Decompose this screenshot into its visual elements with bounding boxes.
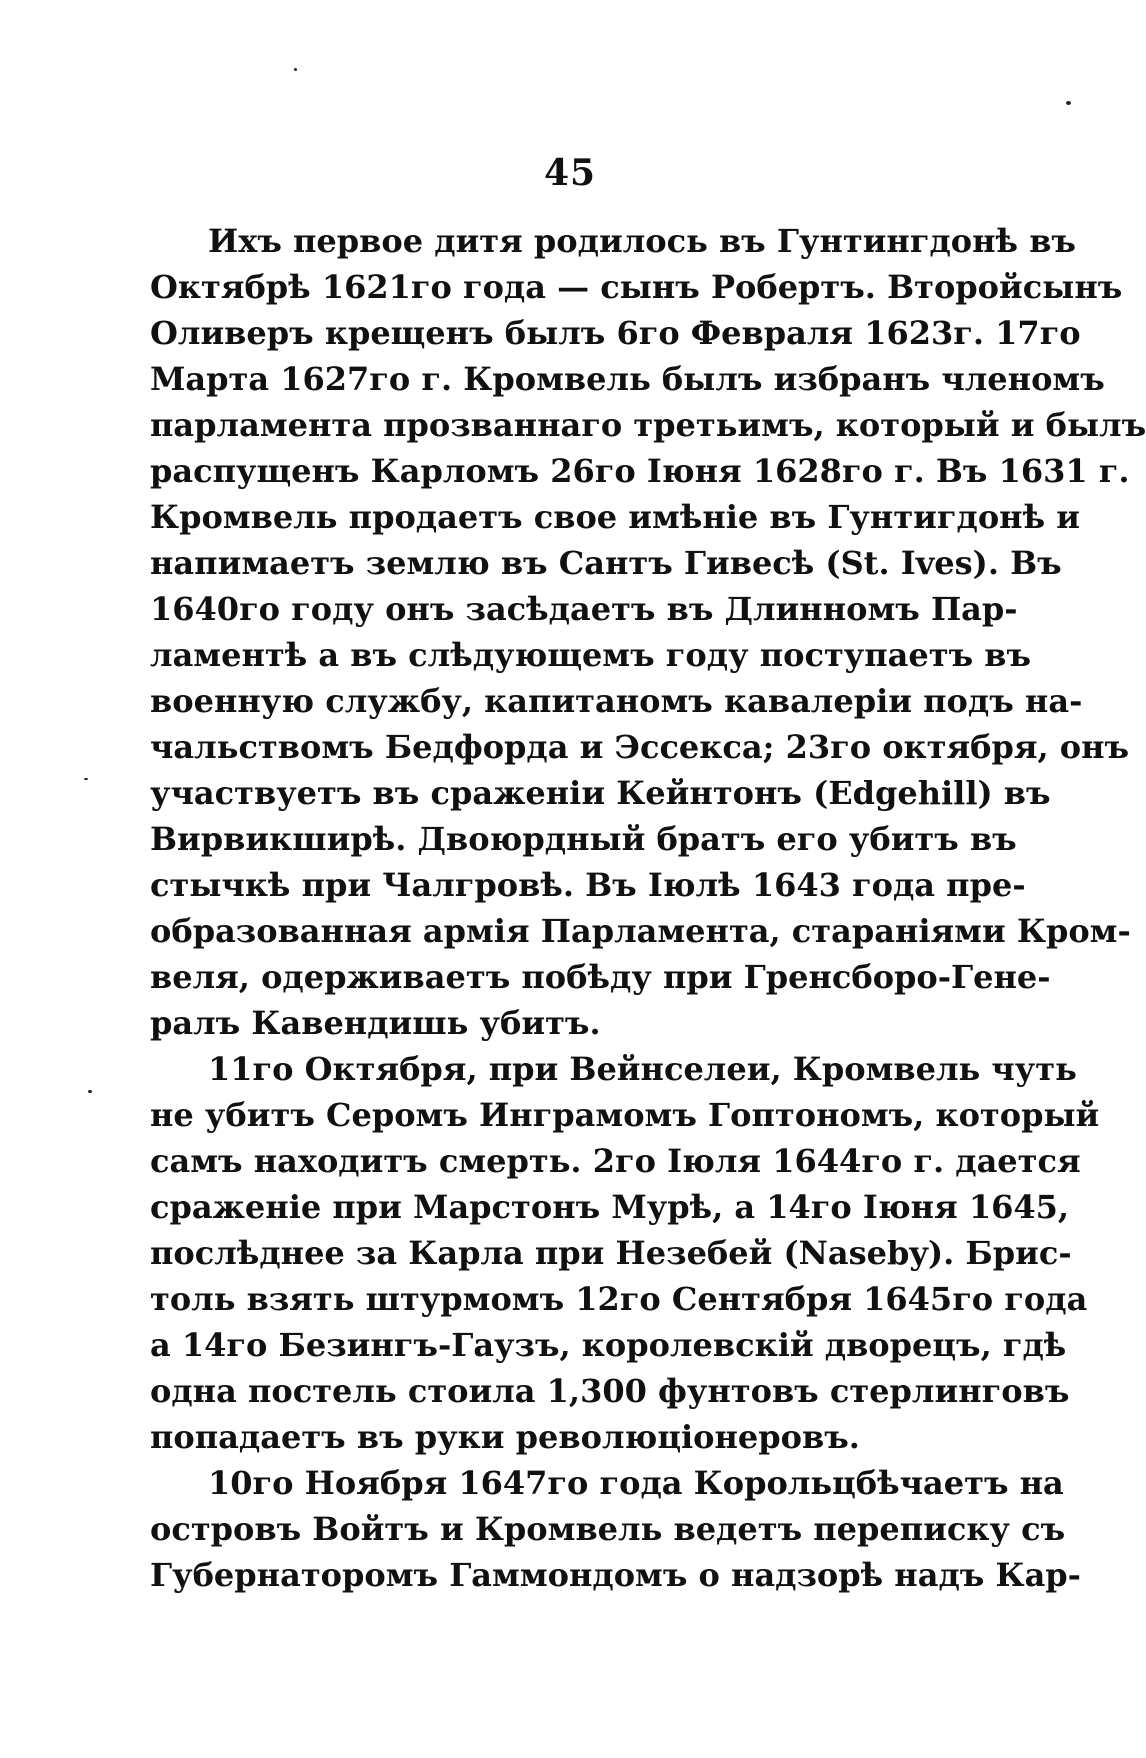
text-line: Губернаторомъ Гаммондомъ о надзорѣ надъ Кар-: [150, 1556, 1081, 1594]
print-speck: [1066, 101, 1071, 105]
text-line: одна постель стоила 1,300 фунтовъ стерлинговъ: [150, 1372, 1070, 1410]
text-line: ралъ Кавендишь убитъ.: [150, 1004, 601, 1042]
paragraph-2: [150, 1046, 1100, 1460]
text-line: распущенъ Карломъ 26го Іюня 1628го г. Въ 1631 г.: [150, 452, 1130, 490]
text-line: а 14го Безингъ-Гаузъ, королевскій дворецъ, гдѣ: [150, 1326, 1067, 1364]
paragraph-3: [150, 1460, 1081, 1598]
text-line: Оливеръ крещенъ былъ 6го Февраля 1623г. 17го: [150, 314, 1081, 352]
text-line: не убитъ Серомъ Инграмомъ Гоптономъ, который: [150, 1096, 1100, 1134]
text-line: Вирвикширѣ. Двоюрдный братъ его убитъ въ: [150, 820, 1017, 858]
text-line: 1640го году онъ засѣдаетъ въ Длинномъ Пар-: [150, 590, 1018, 628]
text-line: парламента прозваннаго третьимъ, который и былъ: [150, 406, 1146, 444]
text-line: толь взять штурмомъ 12го Сентября 1645го года: [150, 1280, 1088, 1318]
text-line: чальствомъ Бедфорда и Эссекса; 23го октября, онъ: [150, 728, 1130, 766]
print-speck: [294, 68, 297, 71]
page-number: 45: [543, 152, 597, 194]
text-line: самъ находитъ смерть. 2го Іюля 1644го г. дается: [150, 1142, 1081, 1180]
text-line: военную службу, капитаномъ кавалеріи подъ на-: [150, 682, 1083, 720]
text-line: островъ Войтъ и Кромвель ведетъ переписку съ: [150, 1510, 1066, 1548]
text-line: участвуетъ въ сраженіи Кейнтонъ (Edgehill) въ: [150, 774, 1051, 812]
text-line: 10го Ноября 1647го года Корольцбѣчаетъ на: [208, 1464, 1064, 1502]
text-line: напимаетъ землю въ Сантъ Гивесѣ (St. Ives). Въ: [150, 544, 1062, 582]
print-speck: [88, 1090, 92, 1093]
text-line: Марта 1627го г. Кромвель былъ избранъ членомъ: [150, 360, 1105, 398]
text-line: стычкѣ при Чалгровѣ. Въ Іюлѣ 1643 года пре-: [150, 866, 1026, 904]
body-text: [150, 218, 1146, 1598]
text-line: 11го Октября, при Вейнселеи, Кромвель чуть: [208, 1050, 1077, 1088]
text-line: Кромвель продаетъ свое имѣніе въ Гунтигдонѣ и: [150, 498, 1080, 536]
text-line: попадаетъ въ руки революціонеровъ.: [150, 1418, 860, 1456]
text-line: Октябрѣ 1621го года — сынъ Робертъ. Второйсынъ: [150, 268, 1123, 306]
text-line: сраженіе при Марстонъ Мурѣ, а 14го Іюня 1645,: [150, 1188, 1070, 1226]
text-line: ламентѣ а въ слѣдующемъ году поступаетъ въ: [150, 636, 1032, 674]
print-speck: [84, 778, 88, 780]
text-line: Ихъ первое дитя родилось въ Гунтингдонѣ въ: [208, 222, 1076, 260]
text-line: послѣднее за Карла при Незебей (Naseby). Брис-: [150, 1234, 1072, 1272]
paragraph-1: [150, 218, 1146, 1046]
text-line: веля, одерживаетъ побѣду при Гренсборо-Гене-: [150, 958, 1051, 996]
text-line: образованная армія Парламента, стараніями Кром-: [150, 912, 1131, 950]
